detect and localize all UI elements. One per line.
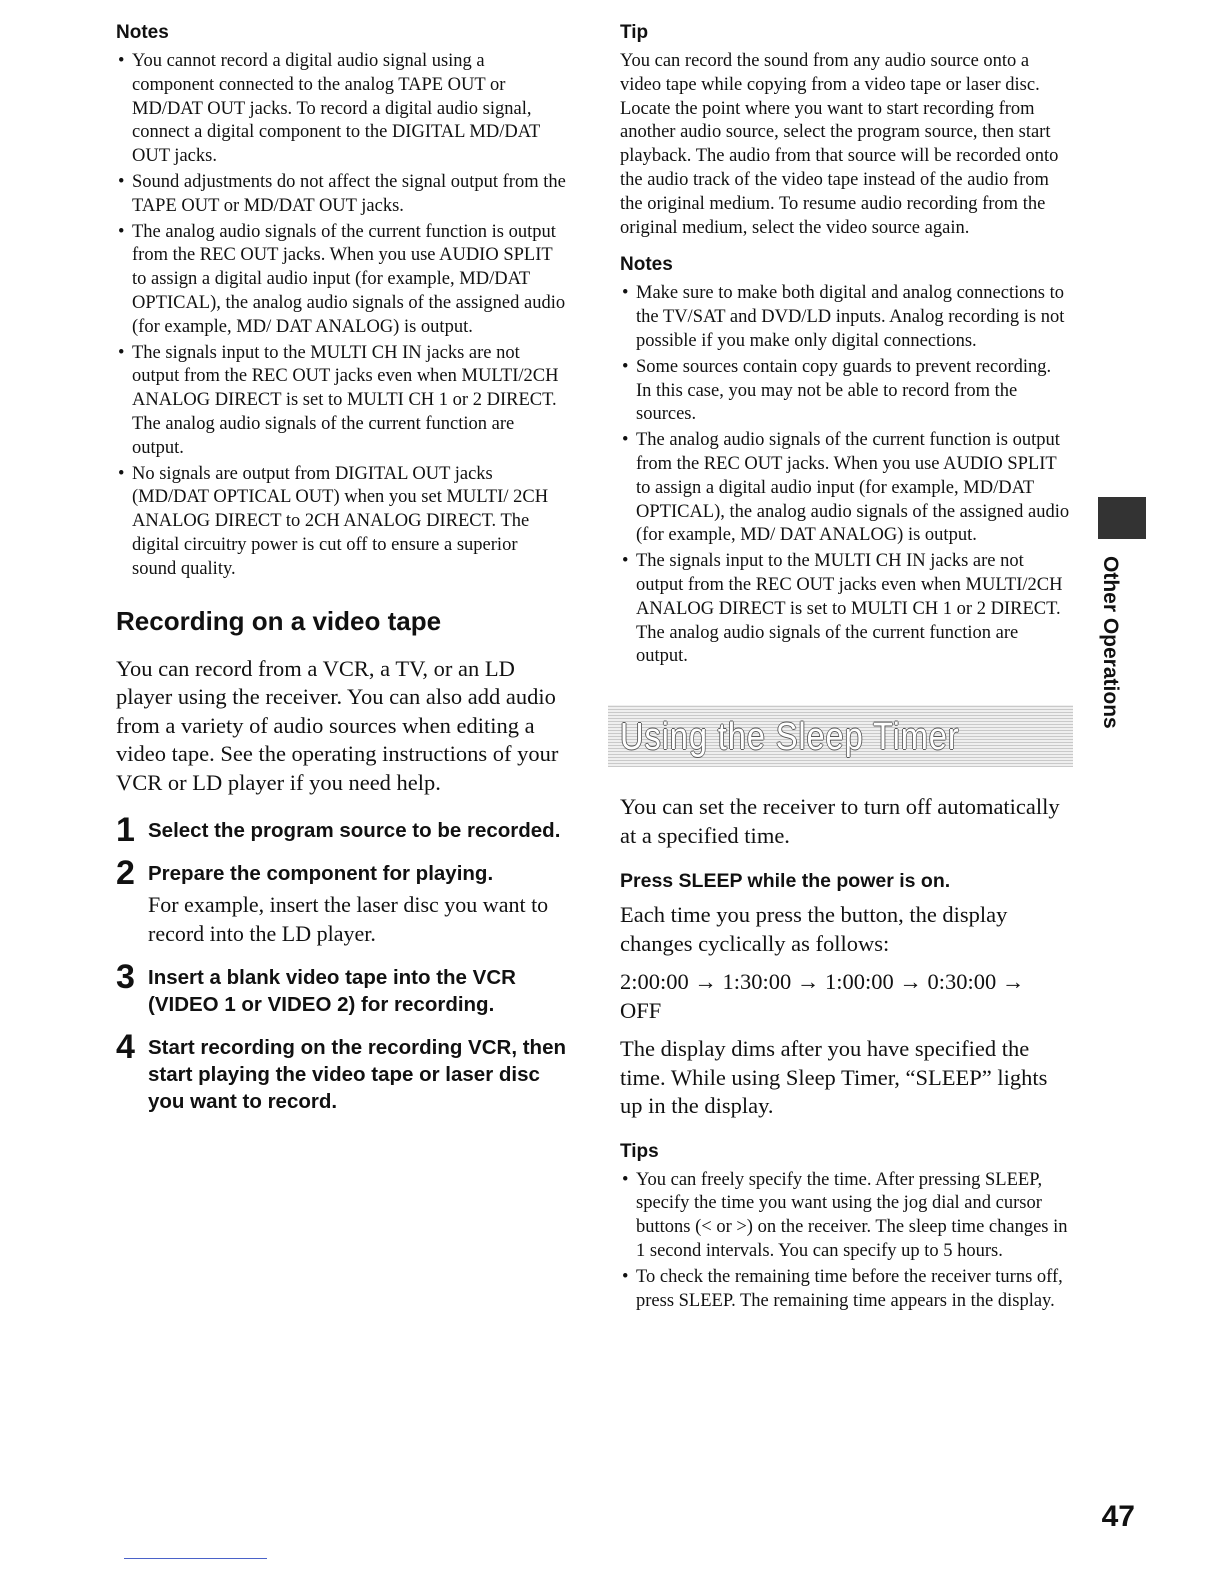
tip-text: You can record the sound from any audio source onto a video tape while copying from a video tape or laser disc. Locate the point where you want to start recording from another audio source, select the program source, then start playback. The audio from that source will be recorded onto the audio track of the video tape instead of the audio from the original medium. To resume audio recording from the original medium, select the video source again. [620, 51, 1059, 238]
display-dims-text: The display dims after you have specified the time. While using Sleep Timer, “SLEEP” lights up in the display. [620, 1036, 1048, 1119]
note-item: • Some sources contain copy guards to prevent recording. In this case, you may not be able to record from the sources. [620, 356, 1070, 427]
step-3 [116, 958, 566, 1018]
sleep-intro: You can set the receiver to turn off automatically at a specified time. [620, 794, 1060, 848]
step-title: Start recording on the recording VCR, then start playing the video tape or laser disc you want to record. [148, 1036, 567, 1114]
side-tab-label: Other Operations [1099, 556, 1122, 729]
tips-list [620, 1169, 1070, 1314]
notes-list [620, 282, 1070, 669]
note-item: • The signals input to the MULTI CH IN jacks are not output from the REC OUT jacks even when MULTI/2CH ANALOG DIRECT is set to MULTI CH 1 or 2 DIRECT. The analog audio signals of the current function are output. [116, 342, 566, 461]
press-sleep-heading: Press SLEEP while the power is on. [620, 870, 951, 893]
section-intro: You can record from a VCR, a TV, or an LD player using the receiver. You can also add audio from a variety of audio sources when editing a video tape. See the operating instructions of your VCR or LD player if you need help. [116, 655, 559, 795]
note-item: • The analog audio signals of the current function is output from the REC OUT jacks. When you use AUDIO SPLIT to assign a digital audio input (for example, MD/DAT OPTICAL), the analog audio signals of the assigned audio (for example, MD/ DAT ANALOG) is output. [620, 429, 1070, 548]
step-number: 2 [116, 854, 135, 893]
step-number: 1 [116, 811, 135, 850]
step-number: 4 [116, 1028, 135, 1067]
note-item: • You cannot record a digital audio signal using a component connected to the analog TAPE OUT or MD/DAT OUT jacks. To record a digital audio signal, connect a digital component to the DIGITAL MD/DAT OUT jacks. [116, 50, 566, 169]
section-banner [608, 705, 1073, 767]
step-number: 3 [116, 958, 135, 997]
note-item: • No signals are output from DIGITAL OUT jacks (MD/DAT OPTICAL OUT) when you set MULTI/ 2CH ANALOG DIRECT to 2CH ANALOG DIRECT. The digital circuitry power is cut off to ensure a superior sound quality. [116, 463, 566, 582]
side-tab-marker [1098, 497, 1146, 539]
step-2 [116, 854, 566, 948]
left-column [116, 22, 566, 1131]
right-column [620, 22, 1070, 1315]
tip-item: • You can freely specify the time. After pressing SLEEP, specify the time you want using the jog dial and cursor buttons (< or >) on the receiver. The sleep time changes in 1 second intervals. You can specify up to 5 hours. [620, 1169, 1070, 1264]
tips-label: Tips [620, 1140, 659, 1162]
step-title: Select the program source to be recorded. [148, 819, 561, 843]
banner-title: Using the Sleep Timer [620, 716, 960, 759]
note-item: • Sound adjustments do not affect the signal output from the TAPE OUT or MD/DAT OUT jacks. [116, 171, 566, 219]
page-number: 47 [1101, 1500, 1135, 1533]
note-item: • The analog audio signals of the current function is output from the REC OUT jacks. When you use AUDIO SPLIT to assign a digital audio input (for example, MD/DAT OPTICAL), the analog audio signals of the assigned audio (for example, MD/ DAT ANALOG) is output. [116, 221, 566, 340]
press-sleep-body: Each time you press the button, the display changes cyclically as follows: [620, 902, 1008, 956]
tip-label: Tip [620, 22, 649, 43]
notes-list [116, 50, 566, 582]
step-body: For example, insert the laser disc you want to record into the LD player. [148, 892, 549, 946]
step-title: Prepare the component for playing. [148, 862, 494, 886]
step-1 [116, 811, 566, 850]
footer-rule [124, 1558, 267, 1559]
section-title: Recording on a video tape [116, 605, 442, 636]
note-item: • Make sure to make both digital and analog connections to the TV/SAT and DVD/LD inputs. Analog recording is not possible if you make only digital connections. [620, 282, 1070, 353]
step-4 [116, 1028, 567, 1115]
notes-label: Notes [116, 22, 169, 43]
notes-label: Notes [620, 254, 673, 276]
tip-item: • To check the remaining time before the receiver turns off, press SLEEP. The remaining time appears in the display. [620, 1266, 1070, 1314]
step-title: Insert a blank video tape into the VCR (VIDEO 1 or VIDEO 2) for recording. [148, 966, 516, 1017]
note-item: • The signals input to the MULTI CH IN jacks are not output from the REC OUT jacks even when MULTI/2CH ANALOG DIRECT is set to MULTI CH 1 or 2 DIRECT. The analog audio signals of the current function are output. [620, 550, 1070, 669]
sleep-cycle: 2:00:00 → 1:30:00 → 1:00:00 → 0:30:00 → OFF [620, 969, 1025, 1023]
